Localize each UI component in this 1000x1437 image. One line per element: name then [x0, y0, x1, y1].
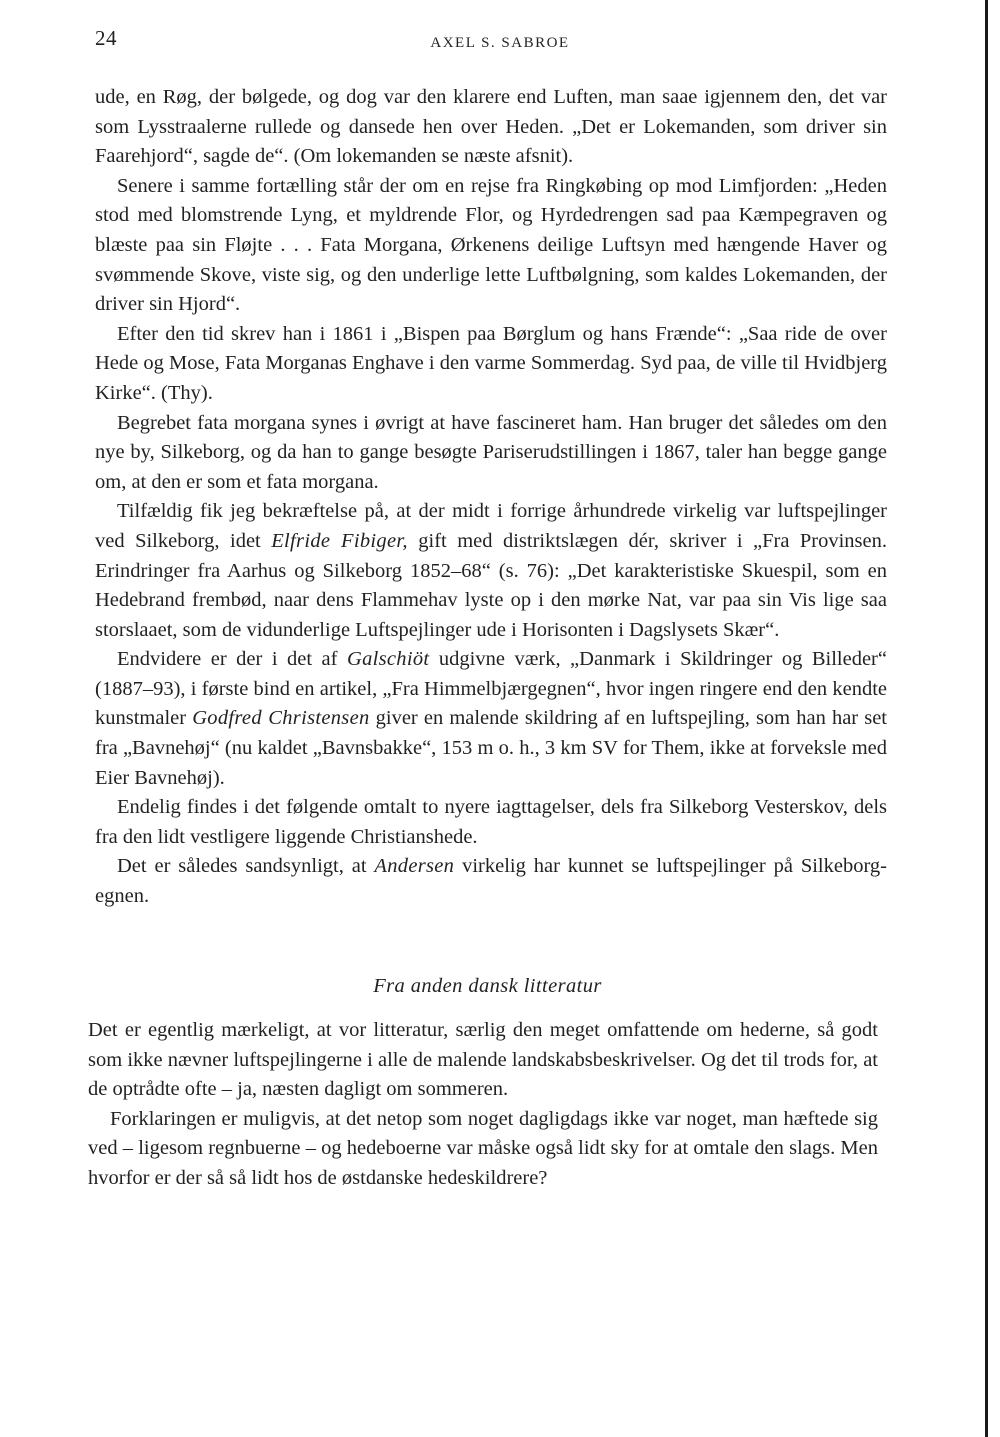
person-name-elfride-fibiger: Elfride Fibiger, — [271, 529, 408, 552]
page-number: 24 — [95, 26, 117, 50]
paragraph-5-text-a: Tilfældig fik jeg bekræftelse på, at der midt i forrige århundrede virkelig var luftspejlinger ved Silkeborg, idet — [95, 500, 887, 552]
paragraph-10: Forklaringen er muligvis, at det netop som noget dagligdags ikke var noget, man hæftede sig ved – ligesom regnbuerne – og hedeboerne var måske også lidt sky for at omtale den slags. Men hvorfor er der så så lidt hos de østdanske hedeskildrere? — [88, 1107, 878, 1189]
paragraph-4: Begrebet fata morgana synes i øvrigt at have fascineret ham. Han bruger det således om den nye by, Silkeborg, og da han to gange besøgte Pariserudstillingen i 1867, taler han begge gange om, at den er som et fata morgana. — [95, 411, 887, 493]
paragraph-8-text-b: virkelig har kunnet se luftspejlinger på Silkeborg-egnen. — [95, 855, 887, 908]
paragraph-7: Endelig findes i det følgende omtalt to nyere iagttagelser, dels fra Silkeborg Vesterskov, dels fra den lidt vestligere liggende Christianshede. — [95, 796, 887, 848]
paragraph-3: Efter den tid skrev han i 1861 i „Bispen paa Børglum og hans Frænde“: „Saa ride de over Hede og Mose, Fata Morganas Enghave i den varme Sommerdag. Syd paa, de ville til Hvidbjerg Kirke“. (Thy). — [95, 322, 887, 404]
paragraph-5 — [95, 497, 887, 645]
section-heading: Fra anden dansk litteratur — [373, 975, 602, 997]
body-section-danish-literature — [88, 1016, 878, 1194]
paragraph-6-text-b: udgivne værk, „Danmark i Skildringer og Billeder“ (1887–93), i første bind en artikel, „Fra Himmelbjærgegnen“, hvor ingen ringere end den kendte kunstmaler — [95, 648, 887, 730]
paragraph-6 — [95, 645, 887, 793]
person-name-andersen: Andersen — [374, 855, 455, 878]
person-name-galschiot: Galschiöt — [346, 648, 430, 671]
page-edge-border — [985, 0, 988, 1437]
paragraph-8-text-a: Det er således sandsynligt, at — [117, 855, 375, 878]
person-name-godfred-christensen: Godfred Christensen — [192, 707, 370, 730]
running-head: AXEL S. SABROE — [430, 35, 570, 51]
paragraph-9: Det er egentlig mærkeligt, at vor litteratur, særlig den meget omfattende om hederne, så godt som ikke nævner luftspejlingerne i alle de malende landskabsbeskrivelser. Og det til trods for, at de optrådte ofte – ja, næsten dagligt om sommeren. — [88, 1019, 878, 1101]
paragraph-6-text-c: giver en malende skildring af en luftspejling, som han har set fra „Bavnehøj“ (nu kaldet „Bavnsbakke“, 153 m o. h., 3 km SV for Them, ikke at forveksle med Eier Bavnehøj). — [95, 707, 887, 789]
paragraph-6-text-a: Endvidere er der i det af — [117, 648, 347, 671]
paragraph-1: ude, en Røg, der bølgede, og dog var den klarere end Luften, man saae igjennem den, det var som Lysstraalerne rullede og dansede hen over Heden. „Det er Lokemanden, som driver sin Faarehjord“, sagde de“. (Om lokemanden se næste afsnit). — [95, 86, 887, 168]
paragraph-8 — [95, 852, 887, 911]
paragraph-5-text-b: gift med distriktslægen dér, skriver i „Fra Provinsen. Erindringer fra Aarhus og Silkeborg 1852–68“ (s. 76): „Det karakteristiske Skuespil, som en Hedebrand frembød, naar dens Flammehav lyste op i den mørke Nat, var paa sin Vis lige saa storslaaet, som de vidunderlige Luftspejlinger ude i Horisonten i Dagslysets Skær“. — [95, 529, 888, 641]
body-section-andersen — [95, 83, 887, 912]
paragraph-2: Senere i samme fortælling står der om en rejse fra Ringkøbing op mod Limfjorden: „Heden stod med blomstrende Lyng, et myldrende Flor, og Hyrdedrengen sad paa Kæmpegraven og blæste paa sin Fløjte . . . Fata Morgana, Ørkenens deilige Luftsyn med hængende Haver og svømmende Skove, viste sig, og den underlige lette Luftbølgning, som kaldes Lokemanden, der driver sin Hjord“. — [95, 174, 887, 316]
